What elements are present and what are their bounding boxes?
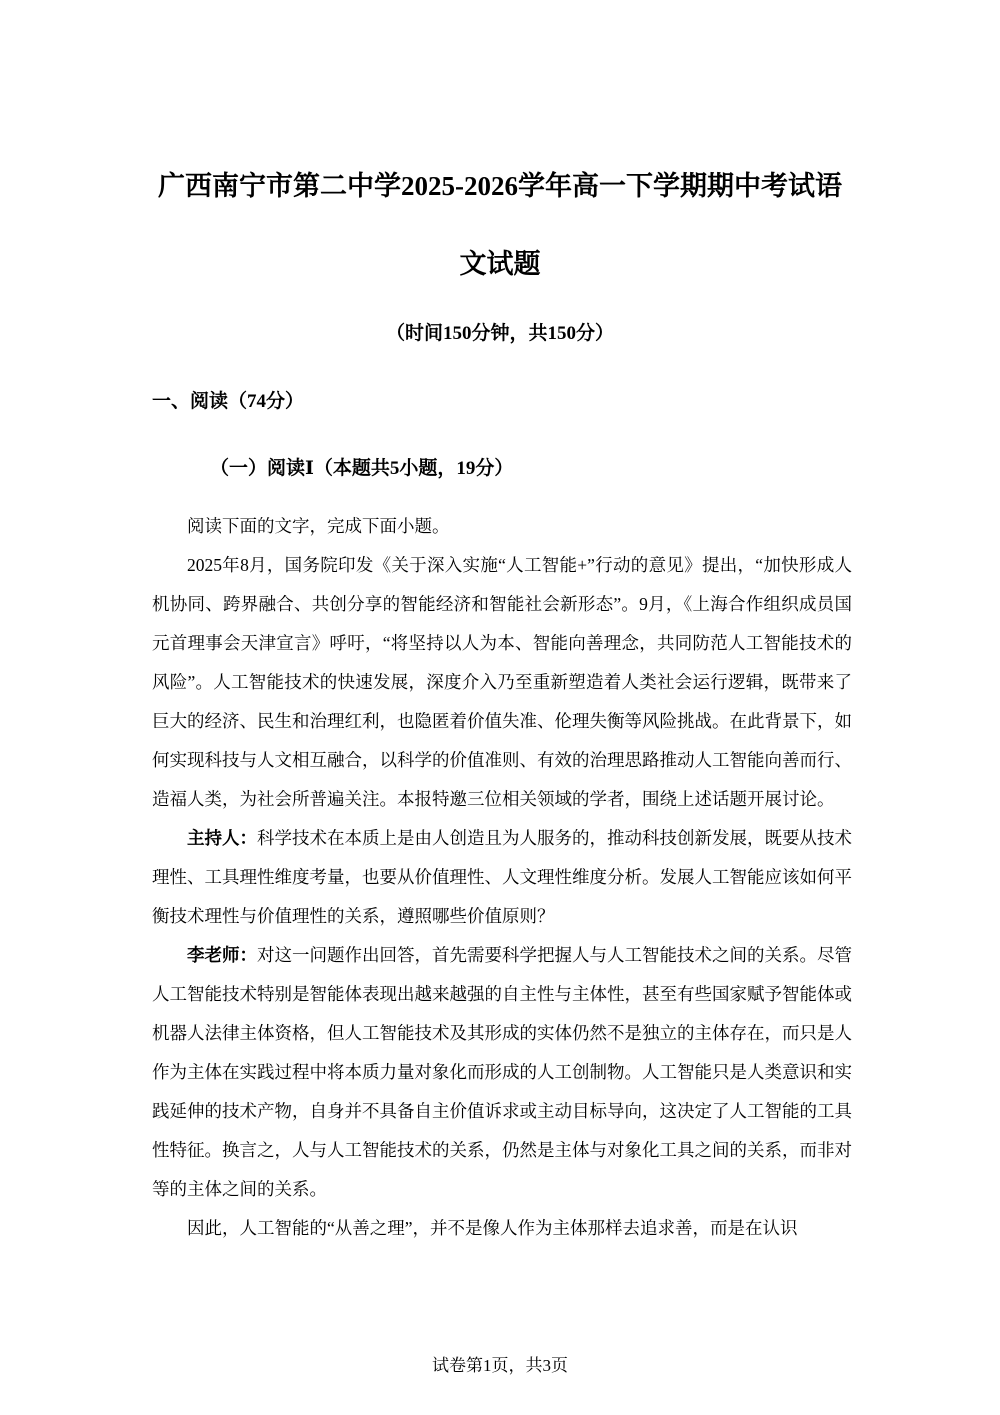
section-heading: 一、阅读（74分） — [152, 391, 305, 412]
paragraph — [152, 819, 852, 936]
paragraph-text: 因此，人工智能的“从善之理”，并不是像人作为主体那样去追求善，而是在认识 — [187, 1218, 798, 1238]
paragraph-text: 2025年8月，国务院印发《关于深入实施“人工智能+”行动的意见》提出，“加快形成人机协同、跨界融合、共创分享的智能经济和智能社会新形态”。9月，《上海合作组织成员国元首理事会天津宣言》呼吁，“将坚持以人为本、智能向善理念，共同防范人工智能技术的风险”。人工智能技术的快速发展，深度介入乃至重新塑造着人类社会运行逻辑，既带来了巨大的经济、民生和治理红利，也隐匿着价值失准、伦理失衡等风险挑战。在此背景下，如何实现科技与人文相互融合，以科学的价值准则、有效的治理思路推动人工智能向善而行、造福人类，为社会所普遍关注。本报特邀三位相关领域的学者，围绕上述话题开展讨论。 — [152, 555, 852, 809]
speaker-label: 李老师： — [187, 945, 257, 965]
page-footer: 试卷第1页，共3页 — [432, 1356, 568, 1375]
reading-passage — [152, 507, 852, 1248]
document-title-line-2: 文试题 — [459, 249, 541, 279]
paragraph-text: 科学技术在本质上是由人创造且为人服务的，推动科技创新发展，既要从技术理性、工具理性维度考量，也要从价值理性、人文理性维度分析。发展人工智能应该如何平衡技术理性与价值理性的关系，遵照哪些价值原则？ — [152, 828, 852, 926]
paragraph — [152, 1209, 852, 1248]
paragraph — [152, 936, 852, 1209]
paragraph — [152, 507, 852, 546]
paragraph — [152, 546, 852, 819]
paragraph-text: 对这一问题作出回答，首先需要科学把握人与人工智能技术之间的关系。尽管人工智能技术特别是智能体表现出越来越强的自主性与主体性，甚至有些国家赋予智能体或机器人法律主体资格，但人工智能技术及其形成的实体仍然不是独立的主体存在，而只是人作为主体在实践过程中将本质力量对象化而形成的人工创制物。人工智能只是人类意识和实践延伸的技术产物，自身并不具备自主价值诉求或主动目标导向，这决定了人工智能的工具性特征。换言之，人与人工智能技术的关系，仍然是主体与对象化工具之间的关系，而非对等的主体之间的关系。 — [152, 945, 852, 1199]
speaker-label: 主持人： — [187, 828, 257, 848]
paragraph-text: 阅读下面的文字，完成下面小题。 — [187, 516, 450, 536]
document-title-line-1: 广西南宁市第二中学2025-2026学年高一下学期期中考试语 — [158, 171, 842, 201]
exam-time-info: （时间150分钟，共150分） — [385, 323, 614, 344]
subsection-heading: （一）阅读Ⅰ（本题共5小题，19分） — [210, 458, 514, 479]
